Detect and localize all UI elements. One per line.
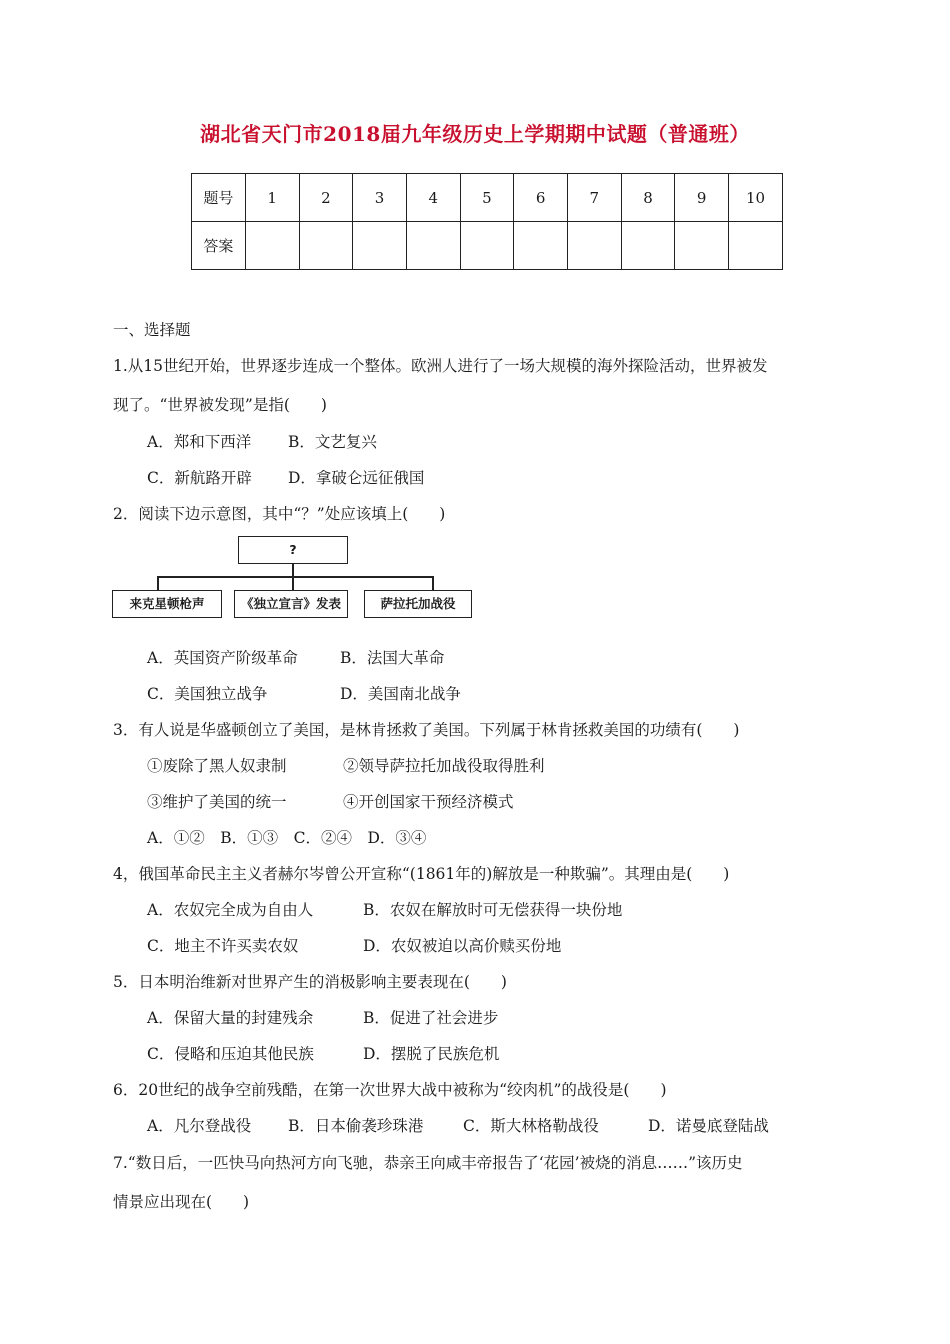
question-1-option-c[interactable]: C．新航路开辟	[147, 469, 252, 487]
question-6-option-c[interactable]: C．斯大林格勒战役	[463, 1117, 599, 1135]
table-cell: 2	[299, 174, 353, 222]
table-cell: 3	[353, 174, 407, 222]
diagram-box-left: 来克星顿枪声	[112, 590, 222, 618]
question-6-option-a[interactable]: A．凡尔登战役	[147, 1117, 252, 1135]
question-6-option-d[interactable]: D．诺曼底登陆战	[648, 1117, 769, 1135]
question-1-stem-cont: 现了。“世界被发现”是指( )	[113, 396, 327, 414]
question-1-option-a[interactable]: A．郑和下西洋	[147, 433, 252, 451]
question-4-option-b[interactable]: B．农奴在解放时可无偿获得一块份地	[363, 901, 623, 919]
answer-table	[191, 173, 783, 270]
table-cell: 9	[675, 174, 729, 222]
question-3-options[interactable]: A．①② B．①③ C．②④ D．③④	[147, 829, 427, 847]
diagram-box-middle: 《独立宣言》发表	[234, 590, 348, 618]
question-7-stem-cont: 情景应出现在( )	[113, 1193, 250, 1211]
question-7-stem: 7.“数日后，一匹快马向热河方向飞驰，恭亲王向咸丰帝报告了‘花园’被烧的消息……”该历史	[113, 1154, 743, 1172]
question-4-option-c[interactable]: C．地主不许买卖农奴	[147, 937, 299, 955]
question-5-option-b[interactable]: B．促进了社会进步	[363, 1009, 499, 1027]
answer-cell[interactable]	[729, 222, 783, 270]
table-header-cell: 答案	[192, 222, 246, 270]
answer-cell[interactable]	[460, 222, 514, 270]
table-row	[192, 174, 783, 222]
question-3-item-3: ③维护了美国的统一	[147, 793, 287, 811]
question-1-option-d[interactable]: D．拿破仑远征俄国	[288, 469, 425, 487]
diagram-connector	[432, 576, 434, 590]
answer-cell[interactable]	[514, 222, 568, 270]
table-cell: 1	[245, 174, 299, 222]
question-4-option-a[interactable]: A．农奴完全成为自由人	[147, 901, 314, 919]
question-1-option-b[interactable]: B．文艺复兴	[288, 433, 377, 451]
table-row	[192, 222, 783, 270]
table-cell: 8	[621, 174, 675, 222]
question-3-item-4: ④开创国家干预经济模式	[343, 793, 514, 811]
table-header-cell: 题号	[192, 174, 246, 222]
table-cell: 5	[460, 174, 514, 222]
diagram-connector	[292, 576, 294, 590]
question-2-option-d[interactable]: D．美国南北战争	[340, 685, 461, 703]
table-cell: 10	[729, 174, 783, 222]
question-4-option-d[interactable]: D．农奴被迫以高价赎买份地	[363, 937, 562, 955]
question-6-stem: 6．20世纪的战争空前残酷，在第一次世界大战中被称为“绞肉机”的战役是( )	[113, 1081, 667, 1099]
answer-cell[interactable]	[406, 222, 460, 270]
table-cell: 4	[406, 174, 460, 222]
diagram-connector	[157, 576, 159, 590]
table-cell: 7	[567, 174, 621, 222]
answer-cell[interactable]	[621, 222, 675, 270]
question-5-option-a[interactable]: A．保留大量的封建残余	[147, 1009, 314, 1027]
page-title: 湖北省天门市2018届九年级历史上学期期中试题（普通班）	[200, 122, 750, 146]
diagram-connector	[157, 576, 432, 578]
diagram-box-right: 萨拉托加战役	[364, 590, 472, 618]
diagram-connector	[292, 564, 294, 576]
answer-cell[interactable]	[299, 222, 353, 270]
question-3-stem: 3．有人说是华盛顿创立了美国，是林肯拯救了美国。下列属于林肯拯救美国的功绩有( )	[113, 721, 740, 739]
answer-cell[interactable]	[245, 222, 299, 270]
question-5-option-d[interactable]: D．摆脱了民族危机	[363, 1045, 500, 1063]
question-2-option-a[interactable]: A．英国资产阶级革命	[147, 649, 298, 667]
question-2-stem: 2．阅读下边示意图，其中“？”处应该填上( )	[113, 505, 446, 523]
table-cell: 6	[514, 174, 568, 222]
question-2-option-c[interactable]: C．美国独立战争	[147, 685, 268, 703]
question-5-stem: 5．日本明治维新对世界产生的消极影响主要表现在( )	[113, 973, 507, 991]
question-4-stem: 4，俄国革命民主主义者赫尔岑曾公开宣称“(1861年的)解放是一种欺骗”。其理由是( )	[113, 865, 730, 883]
answer-cell[interactable]	[567, 222, 621, 270]
section-heading: 一、选择题	[113, 321, 191, 339]
question-1-stem: 1.从15世纪开始，世界逐步连成一个整体。欧洲人进行了一场大规模的海外探险活动，世界被发	[113, 357, 768, 375]
question-2-option-b[interactable]: B．法国大革命	[340, 649, 445, 667]
question-6-option-b[interactable]: B．日本偷袭珍珠港	[288, 1117, 424, 1135]
question-3-item-1: ①废除了黑人奴隶制	[147, 757, 287, 775]
answer-cell[interactable]	[353, 222, 407, 270]
diagram-top-box: ?	[238, 536, 348, 564]
flow-diagram	[112, 536, 474, 620]
answer-cell[interactable]	[675, 222, 729, 270]
question-3-item-2: ②领导萨拉托加战役取得胜利	[343, 757, 545, 775]
question-5-option-c[interactable]: C．侵略和压迫其他民族	[147, 1045, 314, 1063]
